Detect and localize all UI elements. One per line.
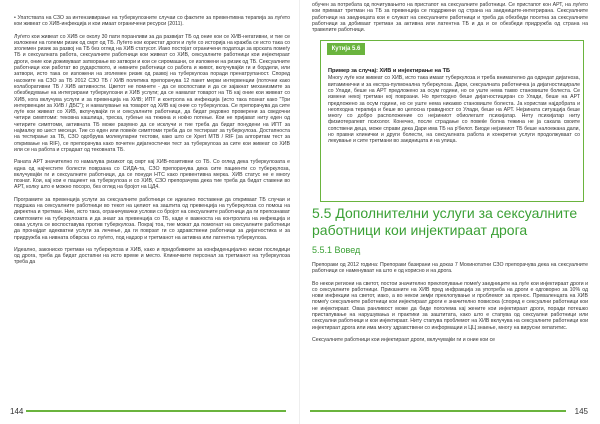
page-gutter — [299, 0, 300, 424]
right-paragraph-2: Во некои региони на светот, постои значително преклопување помеѓу заедниците на луѓе кои инјектираат дроги и со сексуалните работници. Приказните на ХИВ пред инфракција за употреба на дроги е одговорно за 10% од нови инфекции на светот, иако, а во некои земји преклопување и проблемот за пренос. Преваленцата на ХИВ помеѓу сексуалните работници кои инјектираат дроги е значително повисока (според е сексуални работници кои не инјектираат. Оваа ранливост може да биде поголема кај жените кои инјектираат дроги, поради потешко пристапување на нарушувања и практики за заштитата, како што е стапува од сексуални работници или сексуални работници и кои инјектираат. Ниту стапува проблемот на ХИВ вклучува на сексуалните работници кои инјектираат дрога или има многу здравствени со информации и ЦЦ знаење, многу на вирусни хепатитис. — [312, 280, 588, 331]
box-tab-label: Кутија 5.6 — [327, 43, 365, 55]
left-page-text-column — [14, 15, 290, 272]
left-paragraph-4: Програмите за превенција услуги за сексуалните работници се идеално поставени да откриваат ТБ случаи и подршка на сексуалните работници во текот на целиот на заштита од превенција на туберкулоза со помош на директна и третман. Ние, исто така, ограничувачки услови со бројот на сексуалните работници да ги препознават симптомите на туберкулозата и да знаат за превенција со ТБ, каде е важноста на контролата на инфекција и оваа услуга се воспоставува против туберкулоза. Покрај тоа, тие можат да помогнат на сексуалните работници да пронајдат адекватни услуги за лечење, да ги поврзат ги со здравствени работници за дијагностика и за придружба на нивната обврска со луѓето, под надзор и третманот на активна или латентна туберкулоза. — [14, 196, 290, 241]
left-footer-rule — [26, 410, 286, 412]
right-paragraph-1: Препораки од 2012 година: Препораки базирани на доказ 7 Мохинотатни СЗО препорачува дека на сексуалните работници се наменуваат на што е од корисно и на дрога. — [312, 262, 588, 275]
case-study-text: Многу луѓе кои живеат со ХИВ, исто така имаат туберкулоза и треба внимателно да одредат дијагноза, витаминични и за екстра-пулмонална туберкулоза. Дари, сексуалната работничка ја дијагностицирале со Улади, беше на АРТ предложено за осум години, но се уште нема такво становиште болеста. Се измени некој третман кој поврзани. Но претходно беше дијагностициран со Улади, беше на АРТ предложено за осум години, но се уште нема никакво становиште болеста. Ја користам најдобрата и неопходна терапија и беше во целосна гравидност со Улади, беше на АРТ. Нејзината ситуација беше многу со добро расположение со нејзиниот обиолегалт психијатар. Нету психијатар ниту физиотерапевт психолог. Конечно, после страдање со повеќе болна тежина не ја сакала своите сопствени деца, може справи дека Дари има ТБ на р'белот. Биоде нејзиниот ТБ беше налоежана дали, но правни клинички и други болести, на сексуалната работа и конкретни услуги продолжуваат со лекување и сите третмани во заедницата и на улица. — [328, 75, 580, 145]
right-footer-rule — [310, 410, 566, 412]
section-heading: 5.5 Дополнителни услуги за сексуалните работници кои инјектираат дрога — [312, 205, 578, 238]
left-paragraph-5: Идеално, закониско третман на туберкулоза и ХИВ, како и придобивките за конфиденцијално ниски последици од дрога, треба да бидат достапни на исто време и место. Клиничките персонал за третманот на туберкулоза треба да — [14, 246, 290, 266]
case-study-content — [328, 68, 580, 145]
subsection-heading: 5.5.1 Вовед — [312, 245, 361, 255]
left-paragraph-2: Луѓето кои живеат со ХИВ се околу 30 пати поранливи за да развијат ТБ од оние кои се ХИВ-негативни, и тие се изложени на големи ризик од смрт од ТБ. Луѓето кои користат дроги и луѓе со историја на кражба се исто така со зголемен ризик за развој на ТБ без оглед на ХИВ статусот. Иако постојат ограничени податоци за врската помеѓу ТБ и сексуалната работа, сексуалните работници кои живеат со ХИВ, сексуалните работници кои инјектираат дроги, оние кои доживуваат затворање во затвори и кои се сиромашни, се изложени на ризик од ТБ. Сексуалните работници кои работат во рударството, и нивните работници со работа и живот, вклучувајќи ги и бордели, или затвори, исто така се изложени на зголемен ризик од развој на туберкулоза поради пренатрупаност. Според насоките на СЗО за ТБ 2012 СЗО ТБ / ХИВ политика препорачува 12 пакет мерки интервенции (поточни како колаборативни ТБ / ХИВ активности. Цветот не помнете - да се воспостави и да се зајакнат механизмите за обезбедување на интегрирани туберкулозни и ХИВ услуги; да се намалат товарот на ТБ кај оние кои живеат со ХИВ, кога вклучува услуги и за превенција на ХИВ; ИПТ и контрола на инфекција (исто така познат како "Три интервенции за ХИВ / ДБС"); и намалување на товарот од ХИВ кај оние со туберкулоза. Се препорачува да сите луѓе кои живеат со ХИВ, вклучувајќи ги и сексуалните работници, да бидат редовно проверени за сведочни четири симптоми: тековна кашлица, треска, губење на тежина и ноќно потење. Кои не пријават ниту еден од четирите симптоми, активната ТБ може разумно да се исклучи и тие треба да бидат понудени на ИПТ за најмалку во шест месеци. Тие со еден или повеќе симптоми треба да се тестираат за туберкулоза. Достапноста на тестирање за ТБ, СЗО одобрува молекуларни тестови, како што се Xpert MTB / RIF (за алгоритам тест за откривање на RIF), се препорачува како почетен дијагностички тест за туберкулоза за сите кои живеат со ХИВ или се на работа и страдаат од тековната ТБ. — [14, 33, 290, 153]
right-top-paragraph: обучен за потребата од почитувањето на пристапот на сексуалните работници. Се пристапот кон АРТ, на луѓето кои примаат третман на ТБ за превенција се поддржени од страна на заедниците-интегрирана. Сексуалните работници на заедницата кои е служат на сексуалните работници и треба да обезбеди посетна за сексуалните работници за добиваат третман за активна или латентна ТБ и да и се обезбеди придружба од страна на травелите работници. — [312, 2, 588, 34]
right-paragraph-3: Сексуалните работници кои инјектираат дроги, вклучувајќи ги и оние кои се — [312, 336, 496, 343]
left-paragraph-1: • Упатствата на СЗО за интензивирање на туберкулозните случаи со фактите за превентивна терапија за луѓето кои живеат со ХИВ-инфекција и кои имаат ограничени ресурси (2011). — [14, 15, 290, 28]
case-study-title: Пример за случај: ХИВ и инјектирање на ТБ — [328, 68, 451, 74]
left-paragraph-3: Раната АРТ значително го намалува ризикот од смрт кај ХИВ-позитивни со ТБ. Со оглед дека туберкулозата е една од најчестите болести поврзана со СИДА-та, СЗО препорачува дека сите пациенти со туберкулоза, вклучувајќи ги и сексуалните работници, да се понуди НТС како превентивна мерка. ХИВ статус не е многу познат. Кои, кај кои е пациент на туберкулоза и со ХИВ, СЗО препорачува дека тие треба да бидат ставени во АРТ, колку што е можно посоро, без оглед на бројот на ЦД4. — [14, 159, 290, 191]
right-page-number: 145 — [574, 407, 588, 416]
right-section-text — [312, 262, 588, 349]
right-top-text — [312, 2, 588, 39]
left-page-number: 144 — [10, 407, 24, 416]
